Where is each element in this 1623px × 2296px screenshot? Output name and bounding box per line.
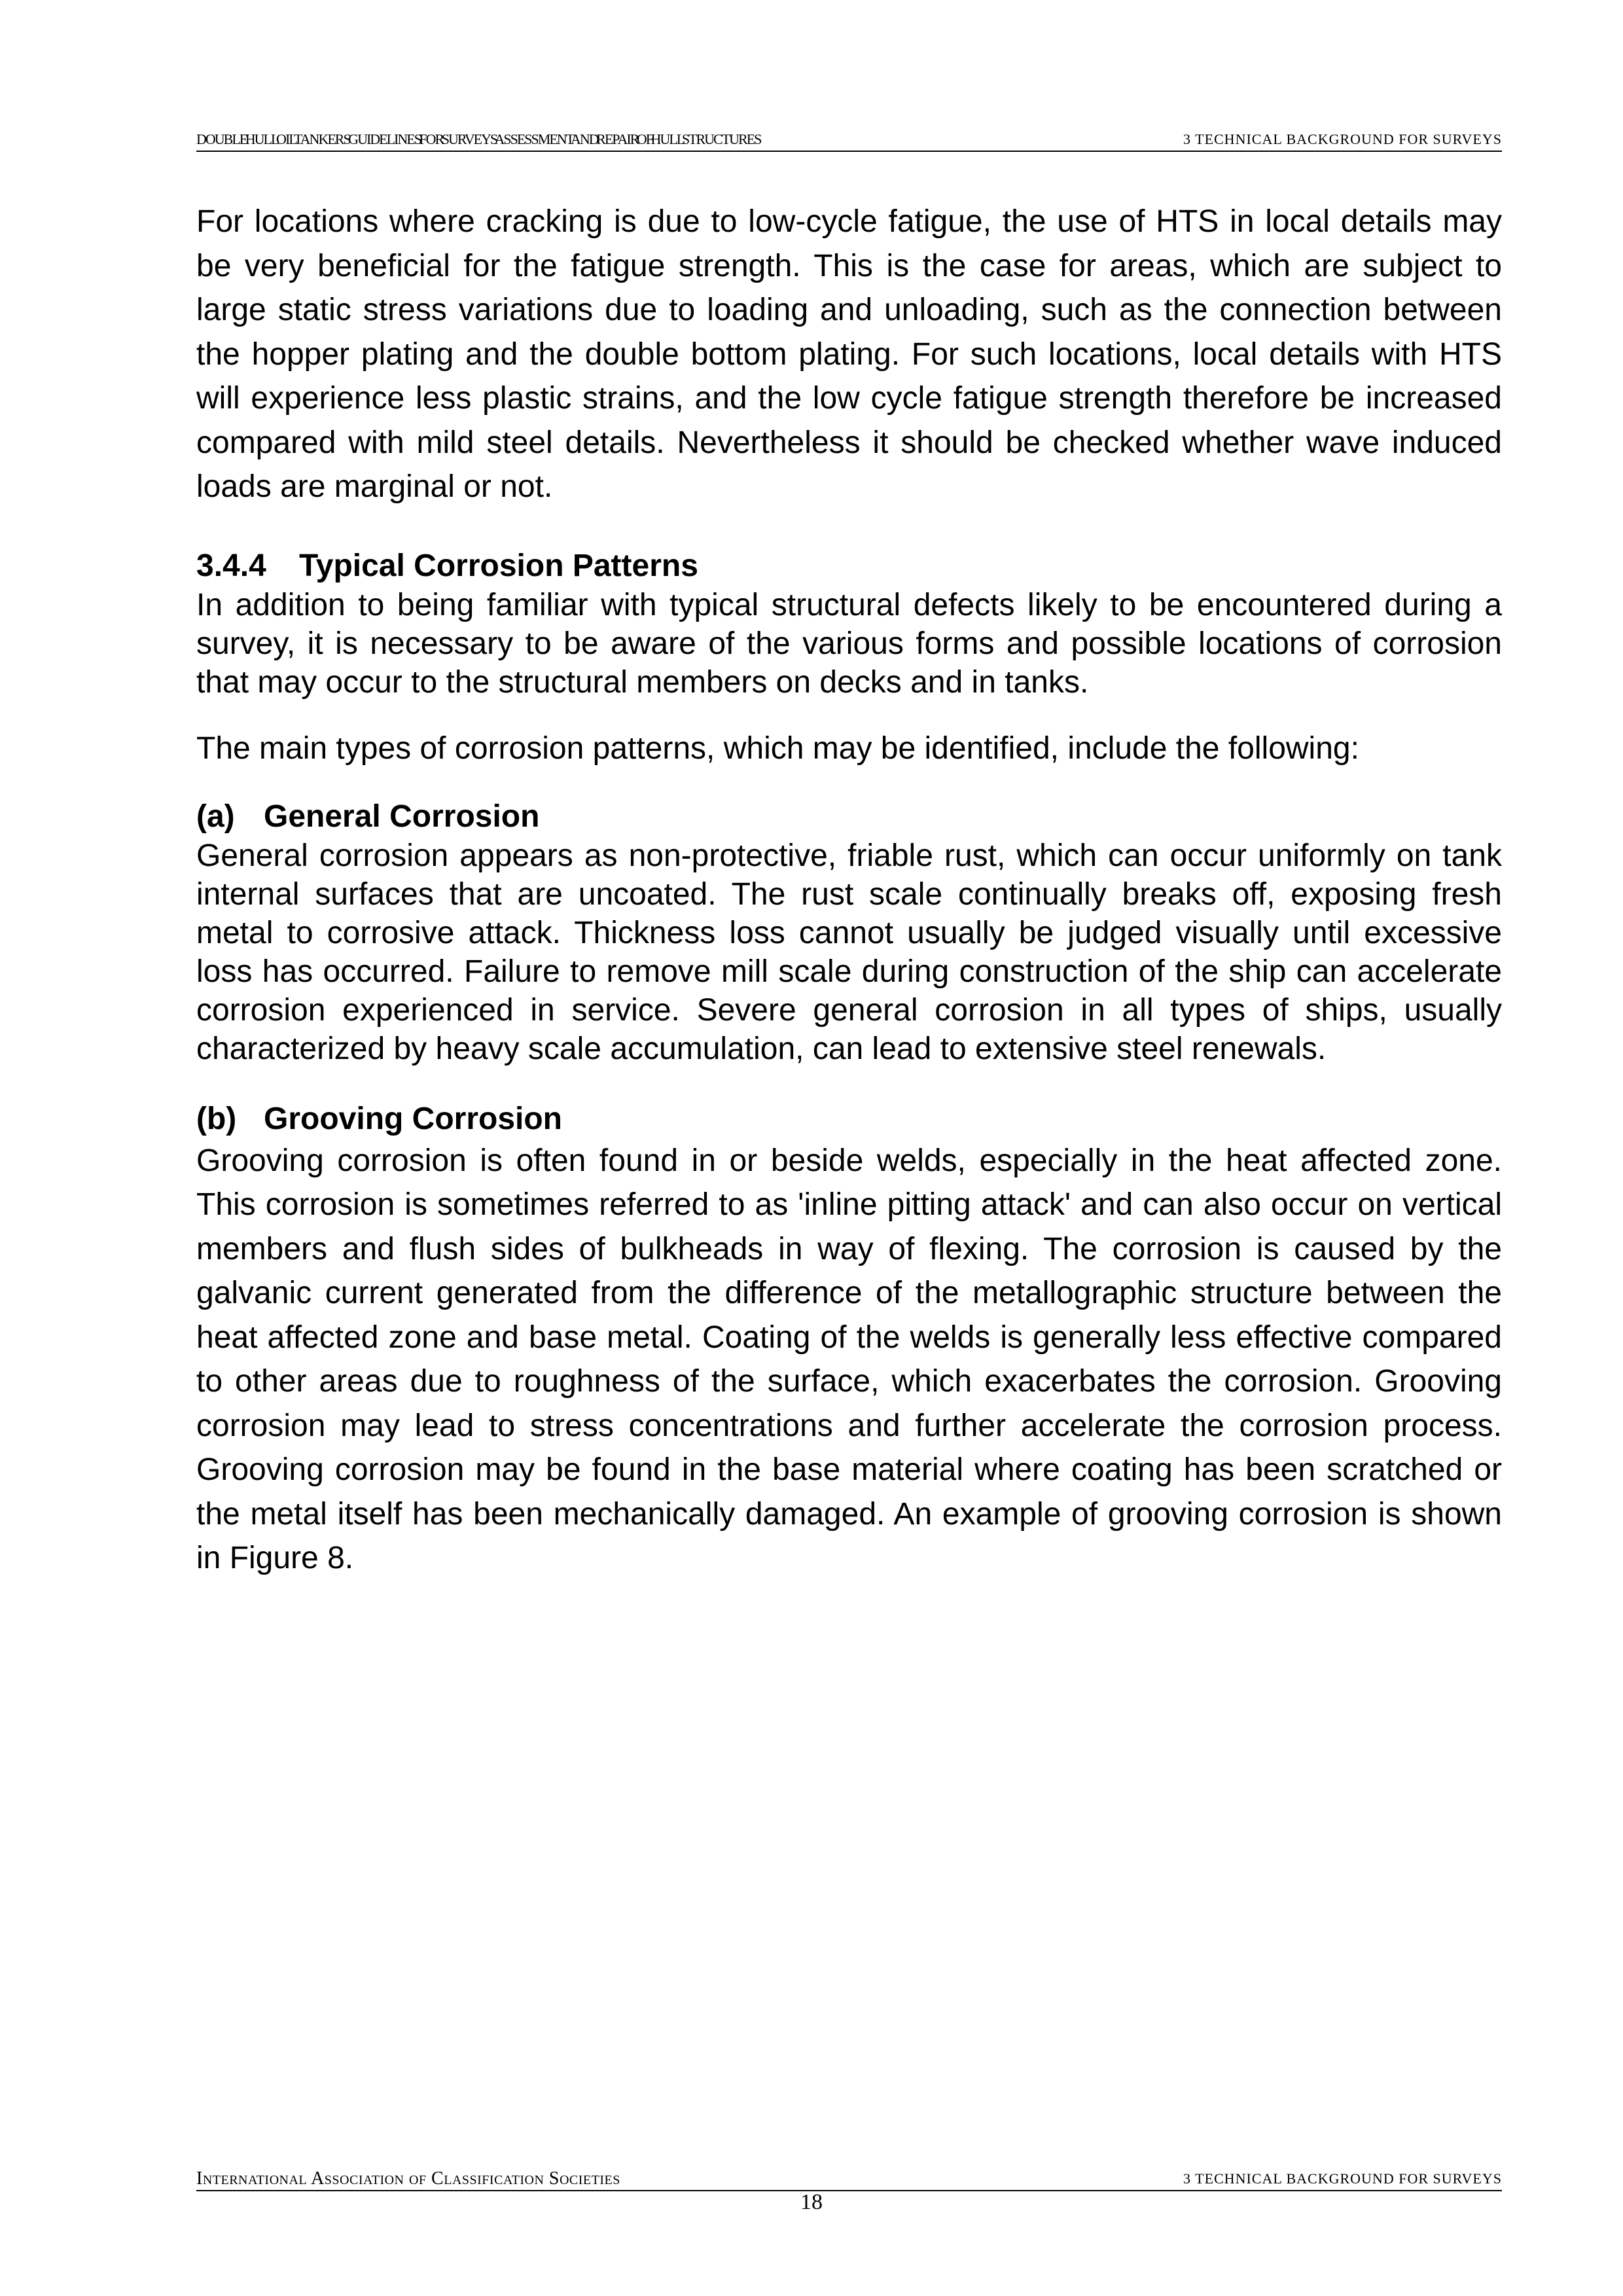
subheading-general-corrosion <box>196 797 1502 836</box>
section-title: Typical Corrosion Patterns <box>299 548 698 583</box>
subheading-label: (b) <box>196 1101 237 1136</box>
paragraph-fatigue-hts: For locations where cracking is due to low-cycle fatigue, the use of HTS in local details may be very beneficial for the fatigue strength. This is the case for areas, which are subject to large static stress variations due to loading and unloading, such as the connection between the hopper plating and the double bottom plating. For such locations, local details with HTS will experience less plastic strains, and the low cycle fatigue strength therefore be increased compared with mild steel details. Nevertheless it should be checked whether wave induced loads are marginal or not. <box>196 204 1502 504</box>
section-heading-typical-corrosion-patterns <box>196 547 1502 586</box>
section-number: 3.4.4 <box>196 548 266 583</box>
footer-organization: International Association of Classification Societies <box>196 2168 620 2189</box>
subheading-label: (a) <box>196 798 235 834</box>
page-number: 18 <box>800 2190 823 2214</box>
paragraph-corrosion-types-intro: The main types of corrosion patterns, which may be identified, include the following: <box>196 730 1359 766</box>
page-body <box>196 200 1502 1581</box>
page-header <box>196 128 1502 152</box>
paragraph-general-corrosion: General corrosion appears as non-protective, friable rust, which can occur uniformly on tank internal surfaces that are uncoated. The rust scale continually breaks off, exposing fresh metal to corrosive attack. Thickness loss cannot usually be judged visually until excessive loss has occurred. Failure to remove mill scale during construction of the ship can accelerate corrosion experienced in service. Severe general corrosion in all types of ships, usually characterized by heavy scale accumulation, can lead to extensive steel renewals. <box>196 838 1502 1066</box>
footer-chapter-title: 3 TECHNICAL BACKGROUND FOR SURVEYS <box>1183 2170 1502 2187</box>
paragraph-grooving-corrosion: Grooving corrosion is often found in or beside welds, especially in the heat affected zone. This corrosion is sometimes referred to as 'inline pitting attack' and can also occur on vertical members and flush sides of bulkheads in way of flexing. The corrosion is caused by the galvanic current generated from the difference of the metallographic structure between the heat affected zone and base metal. Coating of the welds is generally less effective compared to other areas due to roughness of the surface, which exacerbates the corrosion. Grooving corrosion may lead to stress concentrations and further accelerate the corrosion process. Grooving corrosion may be found in the base material where coating has been scratched or the metal itself has been mechanically damaged. An example of grooving corrosion is shown in Figure 8. <box>196 1143 1502 1575</box>
header-document-title: DOUBLE HULL OIL TANKERS GUIDELINES FOR SURVEYS ASSESSMENT AND REPAIR OF HULL STRUCTURES <box>196 131 761 147</box>
page-footer <box>196 2168 1502 2191</box>
subheading-grooving-corrosion <box>196 1100 1502 1139</box>
header-chapter-title: 3 TECHNICAL BACKGROUND FOR SURVEYS <box>1183 131 1502 147</box>
subheading-title: General Corrosion <box>264 798 540 834</box>
subheading-title: Grooving Corrosion <box>264 1101 562 1136</box>
paragraph-corrosion-intro: In addition to being familiar with typical structural defects likely to be encountered during a survey, it is necessary to be aware of the various forms and possible locations of corrosion that may occur to the structural members on decks and in tanks. <box>196 587 1502 700</box>
